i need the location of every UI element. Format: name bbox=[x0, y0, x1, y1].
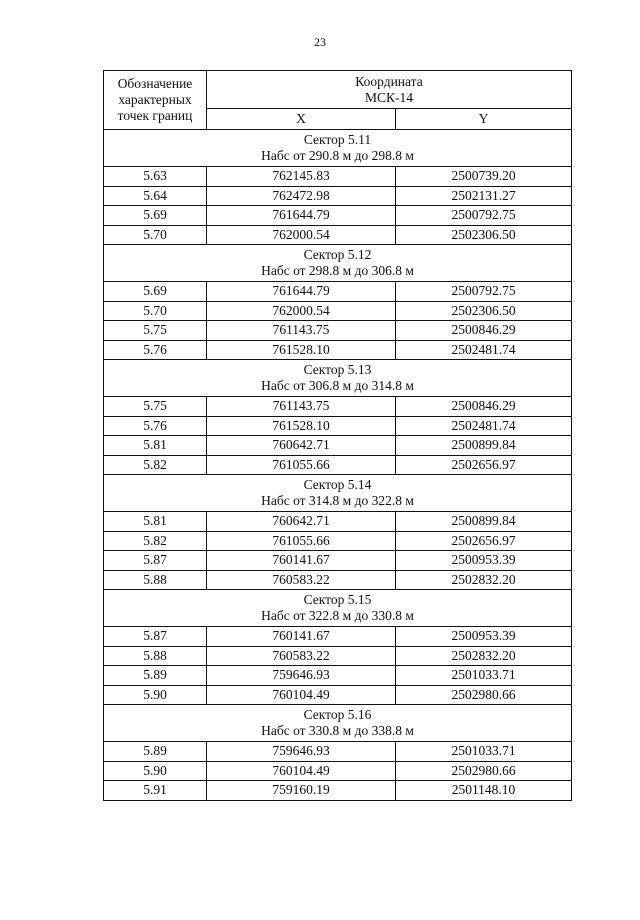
point-designation-header bbox=[104, 71, 207, 130]
sector-altitude-range: Набс от 314.8 м до 322.8 м bbox=[261, 493, 414, 508]
y-coordinate-cell: 2500739.20 bbox=[396, 167, 572, 187]
table-row bbox=[104, 742, 572, 762]
y-coordinate-cell: 2502980.66 bbox=[396, 685, 572, 705]
point-id-cell: 5.69 bbox=[104, 206, 207, 226]
sector-header-row bbox=[104, 475, 572, 512]
y-coordinate-cell: 2502656.97 bbox=[396, 531, 572, 551]
table-row bbox=[104, 301, 572, 321]
table-row bbox=[104, 225, 572, 245]
table-row bbox=[104, 321, 572, 341]
point-header-line: характерных bbox=[118, 92, 192, 107]
sector-title: Сектор 5.11 bbox=[303, 132, 372, 147]
table-row bbox=[104, 570, 572, 590]
table-row bbox=[104, 531, 572, 551]
coordinates-table bbox=[103, 70, 572, 801]
y-column-header: Y bbox=[396, 109, 572, 130]
sector-header bbox=[104, 590, 572, 627]
point-id-cell: 5.75 bbox=[104, 397, 207, 417]
sector-title: Сектор 5.15 bbox=[303, 592, 372, 607]
x-coordinate-cell: 759160.19 bbox=[207, 781, 396, 801]
y-coordinate-cell: 2500792.75 bbox=[396, 282, 572, 302]
table-row bbox=[104, 666, 572, 686]
y-coordinate-cell: 2502656.97 bbox=[396, 455, 572, 475]
y-coordinate-cell: 2502481.74 bbox=[396, 416, 572, 436]
point-id-cell: 5.70 bbox=[104, 225, 207, 245]
y-coordinate-cell: 2500953.39 bbox=[396, 627, 572, 647]
point-id-cell: 5.90 bbox=[104, 685, 207, 705]
sector-header bbox=[104, 705, 572, 742]
sector-title: Сектор 5.16 bbox=[303, 707, 372, 722]
point-id-cell: 5.76 bbox=[104, 416, 207, 436]
sector-header-row bbox=[104, 590, 572, 627]
coordinate-header-line: Координата bbox=[355, 73, 423, 89]
table-body bbox=[104, 130, 572, 801]
table-row bbox=[104, 646, 572, 666]
y-coordinate-cell: 2500792.75 bbox=[396, 206, 572, 226]
x-coordinate-cell: 759646.93 bbox=[207, 666, 396, 686]
point-id-cell: 5.63 bbox=[104, 167, 207, 187]
y-coordinate-cell: 2501033.71 bbox=[396, 742, 572, 762]
coordinate-header bbox=[207, 71, 572, 109]
x-coordinate-cell: 760141.67 bbox=[207, 551, 396, 571]
x-coordinate-cell: 762472.98 bbox=[207, 186, 396, 206]
table-row bbox=[104, 781, 572, 801]
y-coordinate-cell: 2502131.27 bbox=[396, 186, 572, 206]
x-coordinate-cell: 760104.49 bbox=[207, 761, 396, 781]
sector-altitude-range: Набс от 330.8 м до 338.8 м bbox=[261, 723, 414, 738]
point-id-cell: 5.90 bbox=[104, 761, 207, 781]
x-coordinate-cell: 761143.75 bbox=[207, 321, 396, 341]
x-coordinate-cell: 761055.66 bbox=[207, 455, 396, 475]
x-coordinate-cell: 761528.10 bbox=[207, 416, 396, 436]
point-header-line: точек границ bbox=[117, 108, 193, 123]
sector-title: Сектор 5.13 bbox=[303, 362, 372, 377]
x-coordinate-cell: 761143.75 bbox=[207, 397, 396, 417]
y-coordinate-cell: 2502306.50 bbox=[396, 225, 572, 245]
point-id-cell: 5.89 bbox=[104, 666, 207, 686]
x-coordinate-cell: 761644.79 bbox=[207, 206, 396, 226]
table-row bbox=[104, 761, 572, 781]
point-id-cell: 5.87 bbox=[104, 627, 207, 647]
x-coordinate-cell: 760642.71 bbox=[207, 512, 396, 532]
sector-header-row bbox=[104, 245, 572, 282]
sector-title: Сектор 5.12 bbox=[303, 247, 372, 262]
y-coordinate-cell: 2500953.39 bbox=[396, 551, 572, 571]
point-id-cell: 5.64 bbox=[104, 186, 207, 206]
y-coordinate-cell: 2500846.29 bbox=[396, 321, 572, 341]
sector-altitude-range: Набс от 290.8 м до 298.8 м bbox=[261, 148, 414, 163]
point-id-cell: 5.76 bbox=[104, 340, 207, 360]
x-coordinate-cell: 759646.93 bbox=[207, 742, 396, 762]
x-coordinate-cell: 761528.10 bbox=[207, 340, 396, 360]
sector-header-row bbox=[104, 360, 572, 397]
point-id-cell: 5.81 bbox=[104, 512, 207, 532]
point-id-cell: 5.82 bbox=[104, 455, 207, 475]
x-coordinate-cell: 760141.67 bbox=[207, 627, 396, 647]
table-row bbox=[104, 416, 572, 436]
point-id-cell: 5.75 bbox=[104, 321, 207, 341]
sector-header-row bbox=[104, 130, 572, 167]
y-coordinate-cell: 2502832.20 bbox=[396, 646, 572, 666]
point-id-cell: 5.82 bbox=[104, 531, 207, 551]
sector-header bbox=[104, 130, 572, 167]
table-row bbox=[104, 397, 572, 417]
sector-altitude-range: Набс от 306.8 м до 314.8 м bbox=[261, 378, 414, 393]
point-id-cell: 5.69 bbox=[104, 282, 207, 302]
y-coordinate-cell: 2500846.29 bbox=[396, 397, 572, 417]
x-coordinate-cell: 761055.66 bbox=[207, 531, 396, 551]
table-row bbox=[104, 627, 572, 647]
table-row bbox=[104, 551, 572, 571]
coordinate-system-label: МСК-14 bbox=[365, 89, 414, 105]
table-row bbox=[104, 455, 572, 475]
table-row bbox=[104, 282, 572, 302]
x-column-header: X bbox=[207, 109, 396, 130]
table-row bbox=[104, 206, 572, 226]
y-coordinate-cell: 2500899.84 bbox=[396, 512, 572, 532]
table-row bbox=[104, 436, 572, 456]
x-coordinate-cell: 761644.79 bbox=[207, 282, 396, 302]
point-id-cell: 5.70 bbox=[104, 301, 207, 321]
sector-header bbox=[104, 245, 572, 282]
y-coordinate-cell: 2501148.10 bbox=[396, 781, 572, 801]
sector-altitude-range: Набс от 298.8 м до 306.8 м bbox=[261, 263, 414, 278]
sector-header bbox=[104, 475, 572, 512]
x-coordinate-cell: 760642.71 bbox=[207, 436, 396, 456]
point-id-cell: 5.87 bbox=[104, 551, 207, 571]
point-header-line: Обозначение bbox=[117, 76, 193, 91]
sector-header bbox=[104, 360, 572, 397]
table-row bbox=[104, 512, 572, 532]
x-coordinate-cell: 760583.22 bbox=[207, 646, 396, 666]
page-number: 23 bbox=[314, 35, 326, 49]
y-coordinate-cell: 2501033.71 bbox=[396, 666, 572, 686]
point-id-cell: 5.81 bbox=[104, 436, 207, 456]
sector-header-row bbox=[104, 705, 572, 742]
table-row bbox=[104, 685, 572, 705]
x-coordinate-cell: 762000.54 bbox=[207, 225, 396, 245]
x-coordinate-cell: 762000.54 bbox=[207, 301, 396, 321]
x-coordinate-cell: 760104.49 bbox=[207, 685, 396, 705]
point-id-cell: 5.88 bbox=[104, 646, 207, 666]
y-coordinate-cell: 2502306.50 bbox=[396, 301, 572, 321]
point-id-cell: 5.88 bbox=[104, 570, 207, 590]
x-coordinate-cell: 762145.83 bbox=[207, 167, 396, 187]
sector-altitude-range: Набс от 322.8 м до 330.8 м bbox=[261, 608, 414, 623]
table-row bbox=[104, 167, 572, 187]
point-id-cell: 5.91 bbox=[104, 781, 207, 801]
y-coordinate-cell: 2502980.66 bbox=[396, 761, 572, 781]
point-id-cell: 5.89 bbox=[104, 742, 207, 762]
y-coordinate-cell: 2500899.84 bbox=[396, 436, 572, 456]
x-coordinate-cell: 760583.22 bbox=[207, 570, 396, 590]
sector-title: Сектор 5.14 bbox=[303, 477, 372, 492]
y-coordinate-cell: 2502832.20 bbox=[396, 570, 572, 590]
table-row bbox=[104, 340, 572, 360]
y-coordinate-cell: 2502481.74 bbox=[396, 340, 572, 360]
table-row bbox=[104, 186, 572, 206]
